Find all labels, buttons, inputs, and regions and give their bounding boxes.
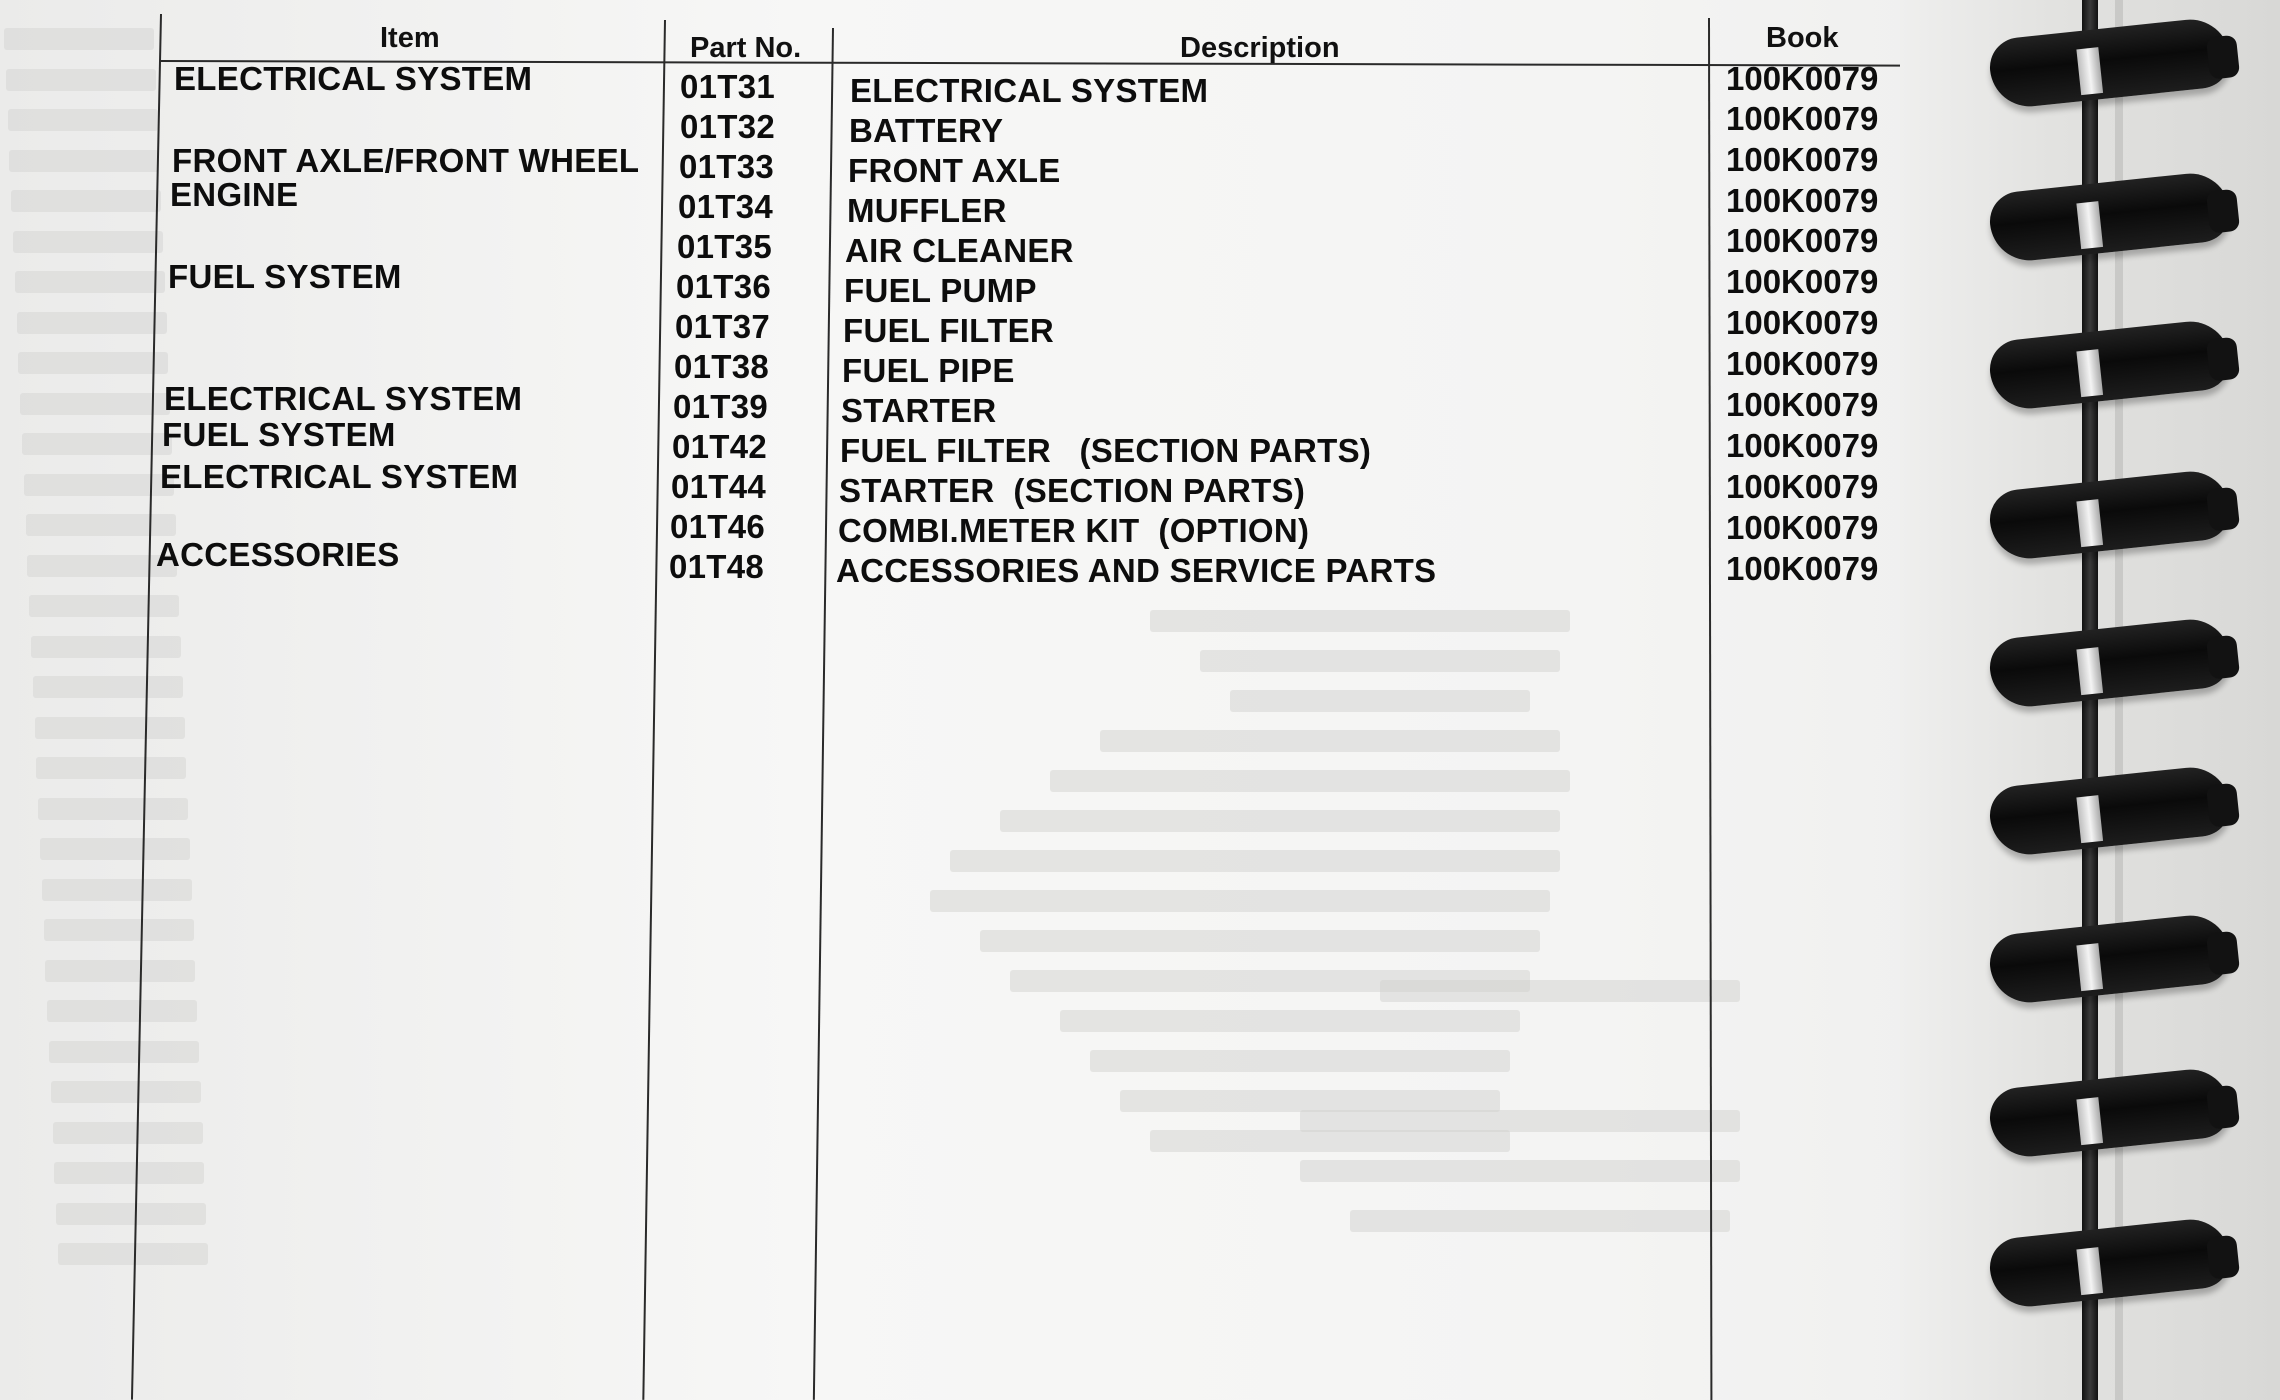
item-label: ELECTRICAL SYSTEM (160, 458, 519, 495)
part-number: 01T34 (678, 188, 774, 225)
part-description: FUEL FILTER (843, 312, 1055, 349)
bleed-through-mark (17, 312, 167, 334)
item-label: FUEL SYSTEM (168, 258, 402, 295)
book-number: 100K0079 (1726, 60, 1879, 97)
ring-highlight (2076, 201, 2103, 249)
binding-ring (1987, 318, 2233, 413)
bleed-through-mark (1000, 810, 1560, 832)
part-number: 01T31 (680, 68, 776, 105)
bleed-through-mark (44, 919, 194, 941)
part-description: COMBI.METER KIT (OPTION) (838, 512, 1310, 549)
binding-ring (1987, 468, 2233, 563)
bleed-through-mark (9, 150, 159, 172)
ring-tip (2206, 931, 2240, 976)
bleed-through-mark (40, 838, 190, 860)
bleed-through-mark (1150, 610, 1570, 632)
bleed-through-mark (13, 231, 163, 253)
part-description: BATTERY (849, 112, 1004, 149)
part-number: 01T44 (671, 468, 767, 505)
bleed-through-mark (54, 1162, 204, 1184)
bleed-through-mark (1200, 650, 1560, 672)
ring-tip (2206, 635, 2240, 680)
bleed-through-mark (1120, 1090, 1500, 1112)
part-description: ELECTRICAL SYSTEM (850, 72, 1209, 109)
bleed-through-mark (27, 555, 177, 577)
bleed-through-mark (11, 190, 161, 212)
bleed-through-mark (26, 514, 176, 536)
binding-ring (1987, 912, 2233, 1007)
bleed-through-mark (1300, 1110, 1740, 1132)
ring-highlight (2076, 943, 2103, 991)
part-number: 01T32 (680, 108, 776, 145)
book-number: 100K0079 (1726, 100, 1879, 137)
spiral-binding (1900, 0, 2280, 1400)
book-number: 100K0079 (1726, 304, 1879, 341)
ring-tip (2206, 35, 2240, 80)
ring-tip (2206, 783, 2240, 828)
part-description: AIR CLEANER (845, 232, 1074, 269)
bleed-through-mark (18, 352, 168, 374)
bleed-through-mark (56, 1203, 206, 1225)
bleed-through-mark (980, 930, 1540, 952)
ring-highlight (2076, 349, 2103, 397)
bleed-through-mark (1350, 1210, 1730, 1232)
ring-tip (2206, 189, 2240, 234)
item-label: ELECTRICAL SYSTEM (174, 60, 533, 97)
part-number: 01T39 (673, 388, 769, 425)
part-number: 01T35 (677, 228, 773, 265)
part-number: 01T48 (669, 548, 765, 585)
bleed-through-mark (29, 595, 179, 617)
item-label: ACCESSORIES (156, 536, 400, 573)
binding-ring (1987, 170, 2233, 265)
book-number: 100K0079 (1726, 427, 1879, 464)
ring-tip (2206, 337, 2240, 382)
ring-highlight (2076, 795, 2103, 843)
book-number: 100K0079 (1726, 182, 1879, 219)
bleed-through-mark (31, 636, 181, 658)
book-number: 100K0079 (1726, 509, 1879, 546)
header-description: Description (1180, 32, 1340, 64)
ring-highlight (2076, 499, 2103, 547)
part-number: 01T42 (672, 428, 768, 465)
bleed-through-mark (47, 1000, 197, 1022)
item-label: FUEL SYSTEM (162, 416, 396, 453)
book-number: 100K0079 (1726, 386, 1879, 423)
bleed-through-mark (51, 1081, 201, 1103)
bleed-through-mark (6, 69, 156, 91)
bleed-through-mark (15, 271, 165, 293)
part-number: 01T38 (674, 348, 770, 385)
bleed-through-mark (20, 393, 170, 415)
book-number: 100K0079 (1726, 222, 1879, 259)
part-description: FUEL FILTER (SECTION PARTS) (840, 432, 1372, 469)
header-part-no: Part No. (690, 32, 802, 64)
header-book: Book (1766, 22, 1839, 54)
part-description: FUEL PIPE (842, 352, 1015, 389)
bleed-through-mark (53, 1122, 203, 1144)
bleed-through-mark (22, 433, 172, 455)
bleed-through-mark (42, 879, 192, 901)
bleed-through-mark (35, 717, 185, 739)
item-label: FRONT AXLE/FRONT WHEEL (172, 142, 640, 179)
bleed-through-mark (1230, 690, 1530, 712)
part-description: STARTER (SECTION PARTS) (839, 472, 1306, 509)
header-item: Item (380, 22, 440, 54)
book-number: 100K0079 (1726, 263, 1879, 300)
part-number: 01T37 (675, 308, 771, 345)
book-number: 100K0079 (1726, 550, 1879, 587)
ring-highlight (2076, 647, 2103, 695)
bleed-through-mark (1300, 1160, 1740, 1182)
ring-highlight (2076, 1097, 2103, 1145)
bleed-through-mark (1150, 1130, 1510, 1152)
part-number: 01T33 (679, 148, 775, 185)
bleed-through-mark (1060, 1010, 1520, 1032)
bleed-through-mark (49, 1041, 199, 1063)
part-description: FRONT AXLE (848, 152, 1061, 189)
binding-ring (1987, 1216, 2233, 1311)
binding-ring (1987, 616, 2233, 711)
bleed-through-mark (36, 757, 186, 779)
ring-tip (2206, 1235, 2240, 1280)
part-description: MUFFLER (847, 192, 1007, 229)
bleed-through-mark (8, 109, 158, 131)
book-number: 100K0079 (1726, 345, 1879, 382)
bleed-through-mark (930, 890, 1550, 912)
bleed-through-mark (33, 676, 183, 698)
book-number: 100K0079 (1726, 141, 1879, 178)
bleed-through-mark (1380, 980, 1740, 1002)
part-number: 01T46 (670, 508, 766, 545)
part-number: 01T36 (676, 268, 772, 305)
bleed-through-mark (4, 28, 154, 50)
bleed-through-mark (38, 798, 188, 820)
book-number: 100K0079 (1726, 468, 1879, 505)
bleed-through-mark (1100, 730, 1560, 752)
binding-ring (1987, 1066, 2233, 1161)
bleed-through-mark (1050, 770, 1570, 792)
part-description: FUEL PUMP (844, 272, 1037, 309)
ring-highlight (2076, 1247, 2103, 1295)
bleed-through-mark (1090, 1050, 1510, 1072)
ring-tip (2206, 1085, 2240, 1130)
ring-highlight (2076, 47, 2103, 95)
part-description: ACCESSORIES AND SERVICE PARTS (836, 552, 1437, 589)
item-label: ENGINE (170, 176, 299, 213)
bleed-through-mark (45, 960, 195, 982)
binding-ring (1987, 16, 2233, 111)
ring-tip (2206, 487, 2240, 532)
bleed-through-mark (950, 850, 1560, 872)
binding-ring (1987, 764, 2233, 859)
part-description: STARTER (841, 392, 997, 429)
item-label: ELECTRICAL SYSTEM (164, 380, 523, 417)
